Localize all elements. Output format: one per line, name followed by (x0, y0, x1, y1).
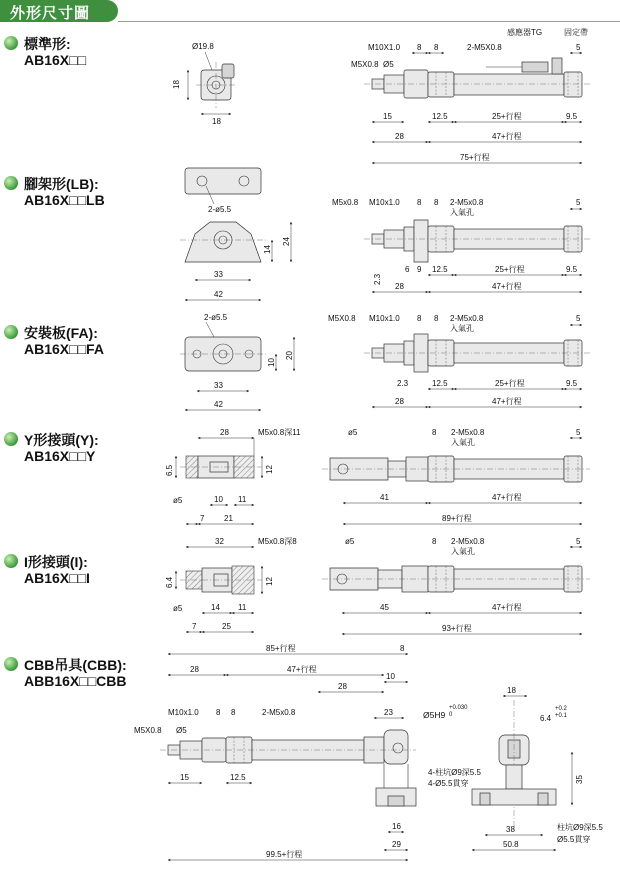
dim-9: 9 (417, 265, 422, 274)
lbl-phi5h9: Ø5H9 (423, 710, 446, 720)
lbl-tol2: 0 (449, 712, 453, 718)
lbl-m5x2: 2-M5X0.8 (467, 43, 502, 52)
dim-28: 28 (395, 397, 404, 406)
dim-47s: 47+行程 (492, 282, 522, 291)
dim-10: 10 (214, 495, 223, 504)
lbl-tolm: +0.1 (555, 713, 567, 719)
dim-h12: 12 (265, 465, 274, 474)
dim-2_3: 2.3 (397, 379, 409, 388)
lbl-m5x2: 2-M5x0.8 (451, 537, 485, 546)
lbl-m10: M10X1.0 (368, 43, 401, 52)
dim-28: 28 (395, 282, 404, 291)
dim-32: 32 (215, 537, 224, 546)
dim-8a: 8 (417, 43, 422, 52)
header-title: 外形尺寸圖 (10, 5, 91, 22)
section-title: 腳架形(LB): (24, 176, 99, 192)
y-side-view (322, 428, 590, 524)
section-model: AB16X□□ (24, 52, 87, 68)
dim-28: 28 (395, 132, 404, 141)
dim-h24: 24 (282, 237, 291, 246)
lbl-phi5: ø5 (173, 604, 183, 613)
lbl-inlet: 入氣孔 (451, 438, 475, 447)
lbl-inlet: 入氣孔 (450, 324, 474, 333)
dim-25s: 25+行程 (492, 112, 522, 121)
i-detail-view (165, 537, 297, 632)
lbl-m5x2: 2-M5x0.8 (450, 314, 484, 323)
lbl-inlet: 入氣孔 (450, 208, 474, 217)
dim-75s: 75+行程 (460, 153, 490, 162)
lbl-m5x2: 2-M5x0.8 (451, 428, 485, 437)
dim-28b: 28 (338, 682, 347, 691)
section-title: 安裝板(FA): (24, 325, 98, 341)
lbl-phi5b: ø5 (345, 537, 355, 546)
dim-10: 10 (386, 672, 395, 681)
dim-w18: 18 (507, 686, 516, 695)
dim-85s: 85+行程 (266, 644, 296, 653)
dim-5: 5 (576, 43, 581, 52)
dim-w18: 18 (212, 117, 221, 126)
dim-w33: 33 (214, 270, 223, 279)
dim-45: 45 (380, 603, 389, 612)
dim-25s: 25+行程 (495, 265, 525, 274)
lbl-c2: 4-Ø5.5貫穿 (428, 779, 469, 788)
dim-47s: 47+行程 (492, 603, 522, 612)
dim-8b: 8 (434, 43, 439, 52)
dim-15: 15 (180, 773, 189, 782)
section-model: AB16X□□Y (24, 448, 96, 464)
lbl-c4: Ø5.5貫穿 (557, 835, 591, 844)
dim-5: 5 (576, 428, 581, 437)
dim-h14: 14 (263, 245, 272, 254)
lbl-m5: M5X0.8 (351, 60, 379, 69)
lbl-m5: M5x0.8 (332, 198, 359, 207)
lbl-hole: 2-ø5.5 (204, 313, 228, 322)
dim-38: 38 (506, 825, 515, 834)
dim-47s: 47+行程 (492, 397, 522, 406)
dim-41: 41 (380, 493, 389, 502)
dim-93s: 93+行程 (442, 624, 472, 633)
lbl-phi5: Ø5 (383, 60, 394, 69)
lbl-m5: M5X0.8 (328, 314, 356, 323)
lbl-m5x2: 2-M5x0.8 (450, 198, 484, 207)
dim-h10: 10 (267, 358, 276, 367)
section-title: I形接頭(I): (24, 554, 88, 570)
lbl-m5deep: M5x0.8深11 (258, 428, 301, 437)
dim-h35: 35 (575, 775, 584, 784)
dim-28: 28 (190, 665, 199, 674)
lbl-inlet: 入氣孔 (451, 547, 475, 556)
dim-8: 8 (432, 428, 437, 437)
dim-8a: 8 (216, 708, 221, 717)
section-model: AB16X□□FA (24, 341, 104, 357)
lbl-m5x2: 2-M5x0.8 (262, 708, 296, 717)
fa-side-view (328, 314, 590, 407)
dim-8b: 8 (434, 198, 439, 207)
dim-12_5: 12.5 (230, 773, 246, 782)
dim-11: 11 (238, 603, 247, 612)
dim-6: 6 (405, 265, 410, 274)
dim-h6_4: 6.4 (165, 576, 174, 588)
section-model: AB16X□□LB (24, 192, 105, 208)
dim-7: 7 (192, 622, 197, 631)
dim-29: 29 (392, 840, 401, 849)
lbl-phi5b: ø5 (348, 428, 358, 437)
dim-15: 15 (383, 112, 392, 121)
dim-h18: 18 (172, 80, 181, 89)
dim-99_5s: 99.5+行程 (266, 850, 303, 859)
section-title: CBB吊具(CBB): (24, 657, 127, 673)
section-model: AB16X□□I (24, 570, 90, 586)
dim-9_5: 9.5 (566, 112, 578, 121)
dim-47s: 47+行程 (287, 665, 317, 674)
dim-8a: 8 (417, 198, 422, 207)
lbl-tol1: +0.030 (449, 705, 468, 711)
dim-47s: 47+行程 (492, 493, 522, 502)
dim-8: 8 (400, 644, 405, 653)
dim-11: 11 (238, 495, 247, 504)
lbl-sensor: 感應器TG (507, 28, 543, 37)
dim-h20: 20 (285, 351, 294, 360)
dim-9_5: 9.5 (566, 379, 578, 388)
dim-h12: 12 (265, 577, 274, 586)
dim-w42: 42 (214, 290, 223, 299)
dim-23: 23 (384, 708, 393, 717)
cbb-side-view (134, 643, 481, 860)
lbl-m5deep: M5x0.8深8 (258, 537, 297, 546)
dim-8: 8 (432, 537, 437, 546)
dim-5: 5 (576, 537, 581, 546)
dim-w42: 42 (214, 400, 223, 409)
lb-front-view (180, 222, 291, 300)
dim-w33: 33 (214, 381, 223, 390)
dim-21: 21 (224, 514, 233, 523)
std-end-view (172, 42, 236, 126)
y-detail-view (165, 428, 301, 524)
dim-8a: 8 (417, 314, 422, 323)
dim-25: 25 (222, 622, 231, 631)
dim-14: 14 (211, 603, 220, 612)
dim-12_5: 12.5 (432, 112, 448, 121)
dim-7: 7 (200, 514, 205, 523)
dim-dia19_8: Ø19.8 (192, 42, 214, 51)
dim-89s: 89+行程 (442, 514, 472, 523)
lbl-m10: M10x1.0 (168, 708, 199, 717)
lbl-phi5: ø5 (173, 496, 183, 505)
lbl-phi5: Ø5 (176, 726, 187, 735)
dim-12_5: 12.5 (432, 379, 448, 388)
dim-6_4: 6.4 (540, 714, 552, 723)
lbl-fix: 固定帶 (564, 28, 588, 37)
section-title: Y形接頭(Y): (24, 432, 99, 448)
dim-12_5: 12.5 (432, 265, 448, 274)
i-side-view (322, 537, 590, 634)
dim-47s: 47+行程 (492, 132, 522, 141)
dim-2_3: 2.3 (373, 273, 382, 285)
dim-5: 5 (576, 198, 581, 207)
lb-top-view (185, 168, 261, 214)
dim-8b: 8 (434, 314, 439, 323)
dim-28: 28 (220, 428, 229, 437)
lbl-tolp: +0.2 (555, 706, 567, 712)
std-side-view (351, 27, 590, 163)
lbl-m5: M5X0.8 (134, 726, 162, 735)
dim-25s: 25+行程 (495, 379, 525, 388)
cbb-end-view (472, 686, 603, 850)
dim-5: 5 (576, 314, 581, 323)
lbl-c1: 4-柱坑Ø9深5.5 (428, 768, 481, 777)
lbl-m10: M10x1.0 (369, 198, 400, 207)
dim-8b: 8 (231, 708, 236, 717)
dim-h6_5: 6.5 (165, 464, 174, 476)
dim-50_8: 50.8 (503, 840, 519, 849)
dim-9_5: 9.5 (566, 265, 578, 274)
section-title: 標準形: (24, 36, 71, 52)
dim-16: 16 (392, 822, 401, 831)
section-model: ABB16X□□CBB (24, 673, 127, 689)
lbl-hole: 2-ø5.5 (208, 205, 232, 214)
lb-side-view (332, 198, 590, 292)
lbl-c3: 柱坑Ø9深5.5 (557, 823, 603, 832)
lbl-m10: M10x1.0 (369, 314, 400, 323)
fa-front-view (180, 313, 294, 410)
